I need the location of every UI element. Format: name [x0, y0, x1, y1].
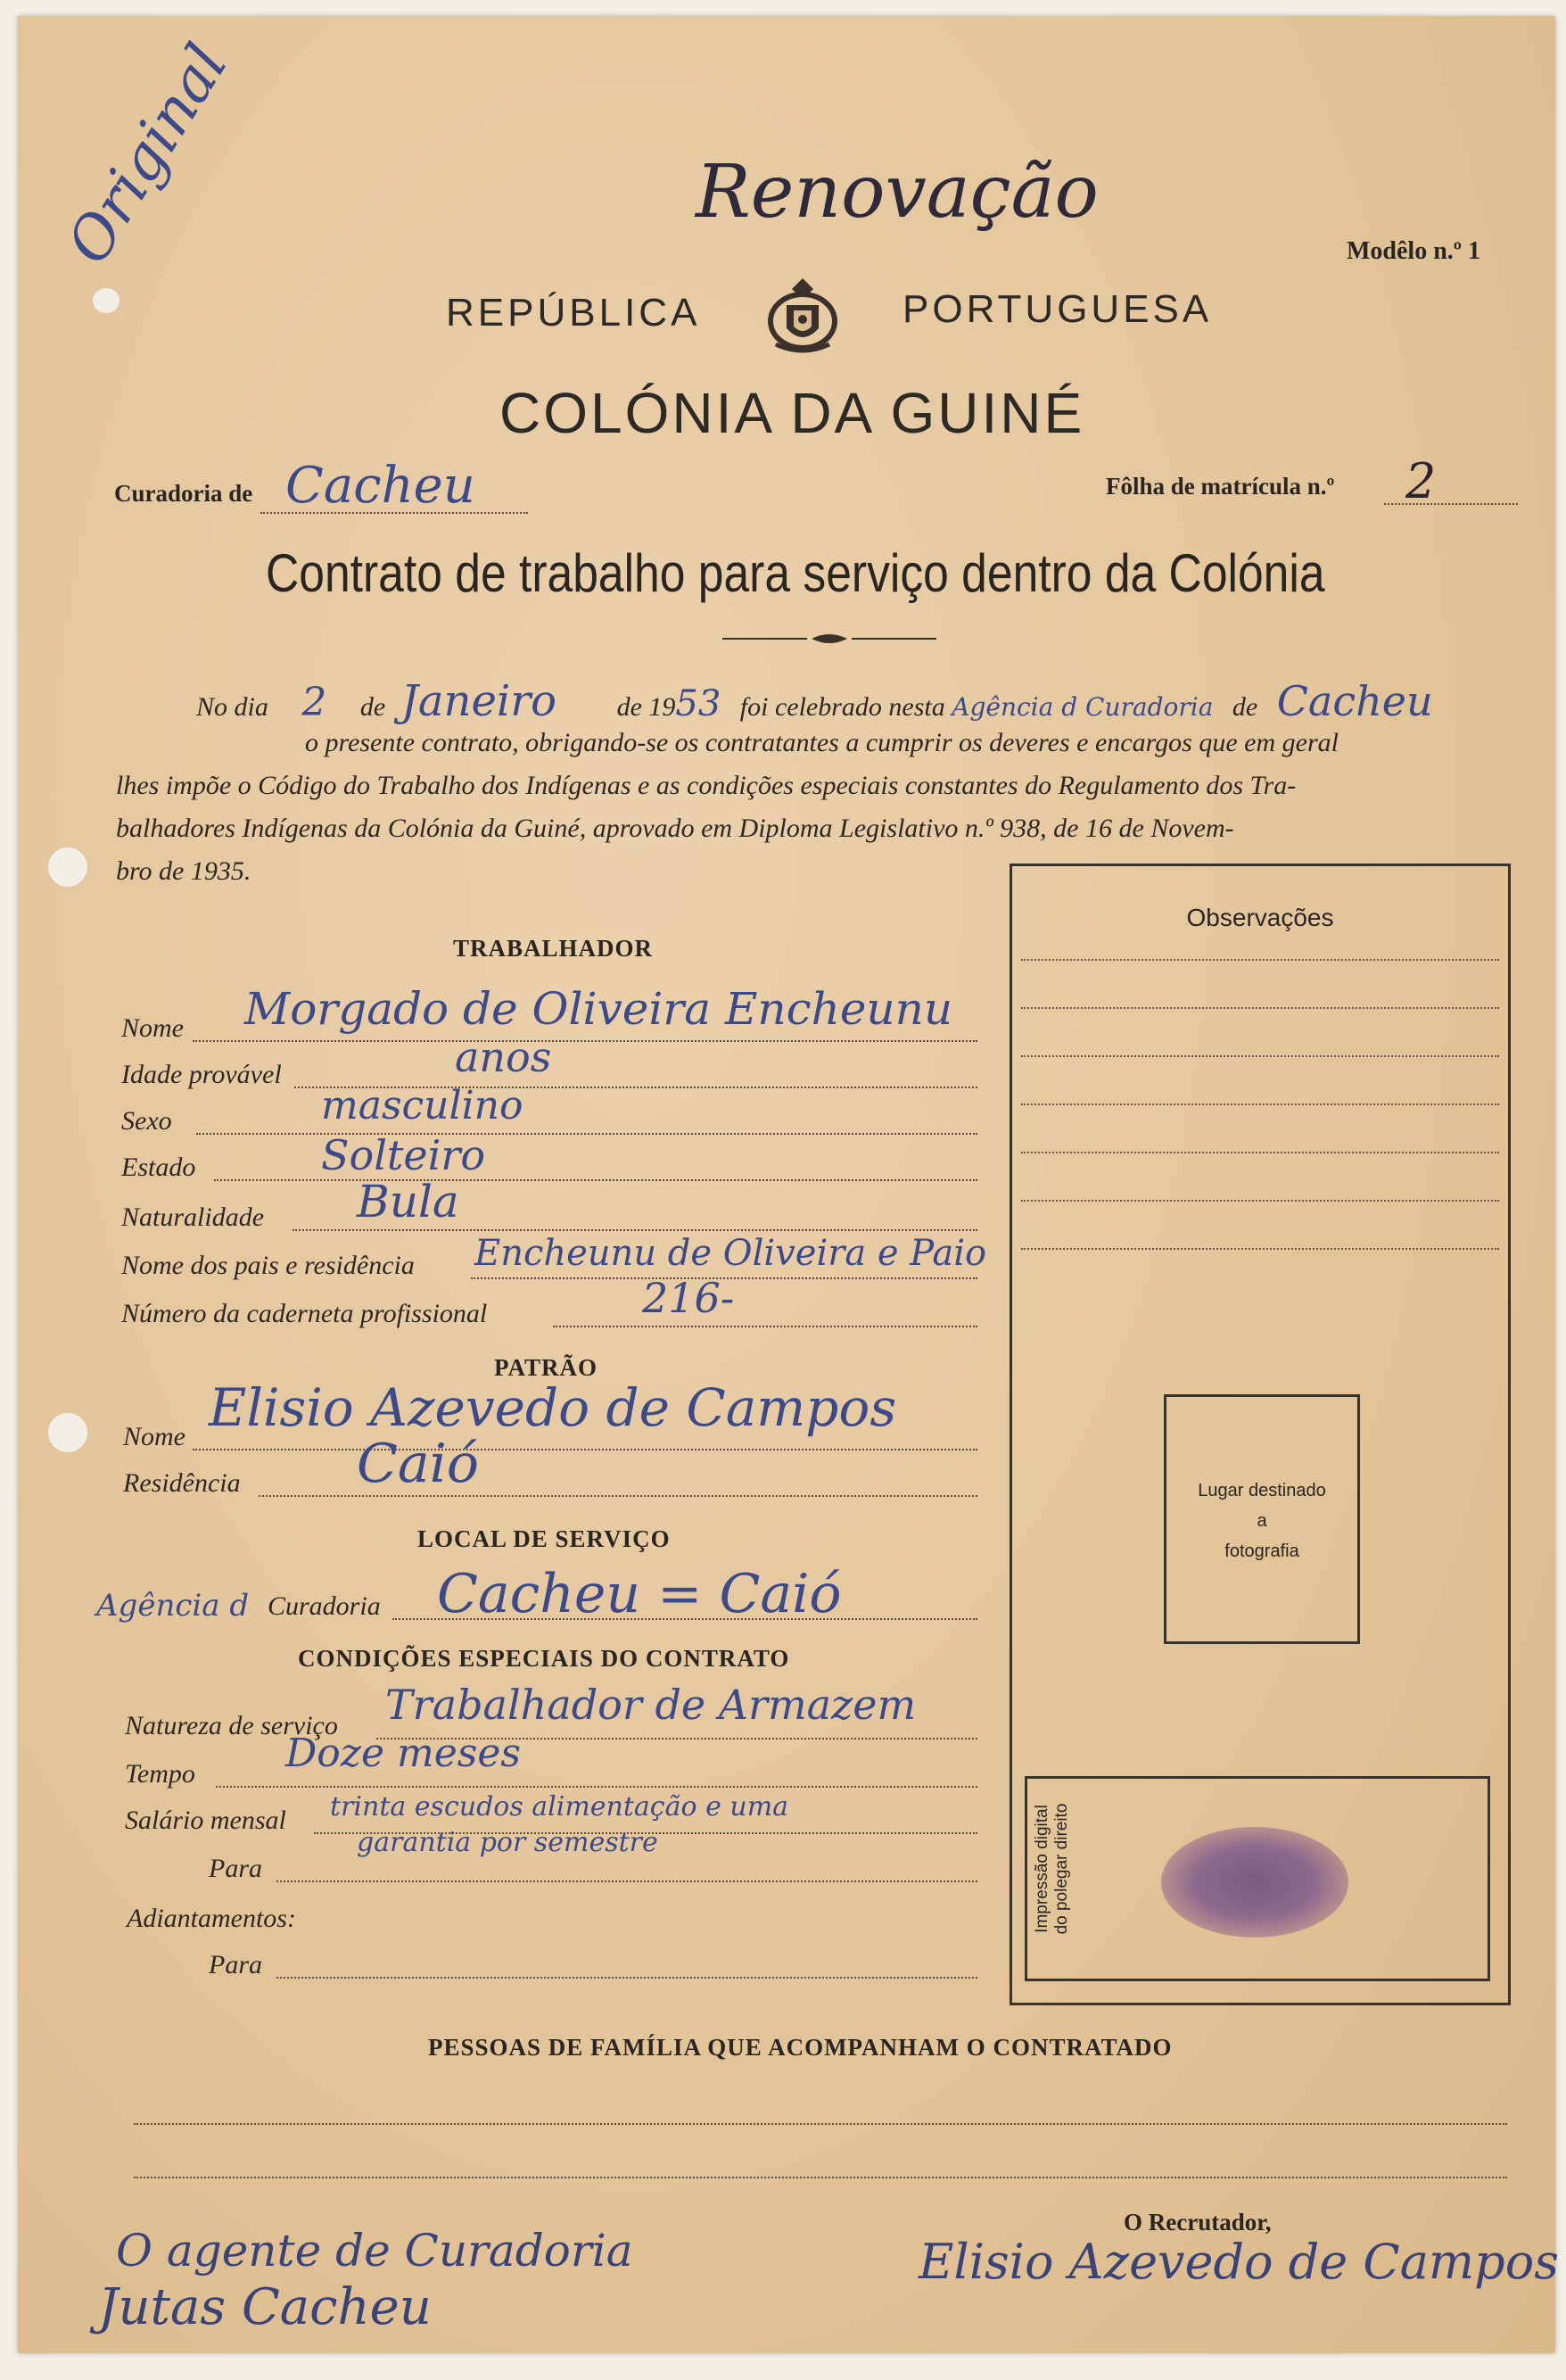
estado-label: Estado [121, 1153, 196, 1182]
patrao-heading: PATRÃO [494, 1354, 598, 1381]
year-value: 53 [675, 683, 721, 724]
local-prefix: Agência d [96, 1588, 250, 1624]
familia-heading: PESSOAS DE FAMÍLIA QUE ACOMPANHAM O CONTRATADO [428, 2034, 1173, 2061]
recrutador-label: O Recrutador, [1124, 2209, 1272, 2235]
salario-value: trinta escudos alimentação e uma [330, 1791, 789, 1822]
observacoes-heading: Observações [1186, 904, 1334, 931]
patrao-nome-label: Nome [123, 1422, 185, 1451]
intro-line-5: bro de 1935. [116, 856, 251, 886]
coat-of-arms-icon [767, 275, 838, 357]
curadoria2-label: Curadoria [268, 1591, 381, 1621]
tempo-value: Doze meses [285, 1731, 521, 1776]
naturalidade-label: Naturalidade [121, 1202, 265, 1232]
folha-label: Fôlha de matrícula n.º [1106, 473, 1335, 500]
renovacao-note: Renovação [696, 150, 1099, 235]
tempo-label: Tempo [125, 1759, 195, 1789]
sexo-label: Sexo [121, 1106, 172, 1136]
residencia-value: Caió [357, 1433, 479, 1495]
natureza-label: Natureza de serviço [125, 1711, 338, 1740]
thumbprint-box [1025, 1776, 1490, 1981]
margin-note: Original [54, 32, 242, 276]
sexo-value: masculino [321, 1083, 523, 1128]
local-value: Cacheu = Caió [437, 1563, 842, 1625]
place2-value: Cacheu [1276, 677, 1433, 725]
salario-label: Salário mensal [125, 1806, 286, 1835]
para2-label: Para [209, 1950, 262, 1979]
intro-line-3: lhes impõe o Código do Trabalho dos Indígenas e as condições especiais constantes do Regulamento dos Tra- [116, 771, 1297, 800]
nome-value: Morgado de Oliveira Encheunu [244, 983, 953, 1035]
caderneta-value: 216- [642, 1274, 735, 1322]
para-label: Para [209, 1854, 262, 1883]
colony-name: COLÓNIA DA GUINÉ [499, 381, 1085, 445]
idade-value: anos [455, 1033, 552, 1081]
punch-hole [48, 847, 87, 887]
foto-line-2: a [1257, 1511, 1267, 1531]
foto-line-1: Lugar destinado [1198, 1481, 1326, 1500]
republic-left: REPÚBLICA [446, 291, 701, 335]
intro-line-4: balhadores Indígenas da Colónia da Guiné, aprovado em Diploma Legislativo n.º 938, de 16 de Novem- [116, 814, 1234, 843]
punch-hole [93, 288, 120, 313]
pais-value: Encheunu de Oliveira e Paio [474, 1233, 987, 1274]
salario-value-2: garantia por semestre [357, 1827, 658, 1858]
patrao-nome-value: Elisio Azevedo de Campos [209, 1377, 897, 1438]
natureza-value: Trabalhador de Armazem [385, 1681, 917, 1729]
estado-value: Solteiro [321, 1131, 486, 1179]
photo-box [1164, 1394, 1360, 1644]
idade-label: Idade provável [121, 1060, 282, 1089]
naturalidade-value: Bula [357, 1176, 459, 1227]
curadoria-label: Curadoria de [114, 480, 253, 507]
place-value: Agência d Curadoria [952, 692, 1214, 722]
nome-label: Nome [121, 1013, 184, 1043]
recruiter-signature: Elisio Azevedo de Campos [919, 2234, 1559, 2290]
day-value: 2 [301, 680, 327, 725]
foto-line-3: fotografia [1224, 1541, 1299, 1561]
folha-value: 2 [1405, 453, 1437, 509]
pais-label: Nome dos pais e residência [121, 1251, 415, 1280]
curadoria-value: Cacheu [285, 457, 475, 515]
republic-right: PORTUGUESA [903, 287, 1213, 331]
condicoes-heading: CONDIÇÕES ESPECIAIS DO CONTRATO [298, 1645, 790, 1672]
caderneta-label: Número da caderneta profissional [121, 1299, 488, 1328]
thumbprint-label: Impressão digital do polegar direito [1033, 1803, 1071, 1935]
punch-hole [48, 1413, 87, 1452]
local-heading: LOCAL DE SERVIÇO [417, 1525, 671, 1552]
page-title: Contrato de trabalho para serviço dentro da Colónia [266, 543, 1325, 603]
modelo-number: Modêlo n.º 1 [1347, 237, 1481, 265]
intro-line-1: No dia 2 de Janeiro de 1953 foi celebrado nesta Agência d Curadoria de Cacheu [196, 676, 1433, 726]
intro-line-2: o presente contrato, obrigando-se os contratantes a cumprir os deveres e encargos que em geral [305, 728, 1339, 757]
residencia-label: Residência [123, 1468, 241, 1498]
adiantamentos-label: Adiantamentos: [127, 1904, 296, 1933]
thumbprint-mark [1161, 1827, 1348, 1938]
observacoes-box [1010, 864, 1511, 2005]
month-value: Janeiro [400, 676, 557, 726]
contract-document [18, 16, 1559, 2353]
agent-signature-2: Jutas Cacheu [98, 2278, 432, 2336]
title-ornament [722, 630, 936, 648]
trabalhador-heading: TRABALHADOR [453, 935, 654, 962]
agent-signature-1: O agente de Curadoria [116, 2225, 633, 2277]
